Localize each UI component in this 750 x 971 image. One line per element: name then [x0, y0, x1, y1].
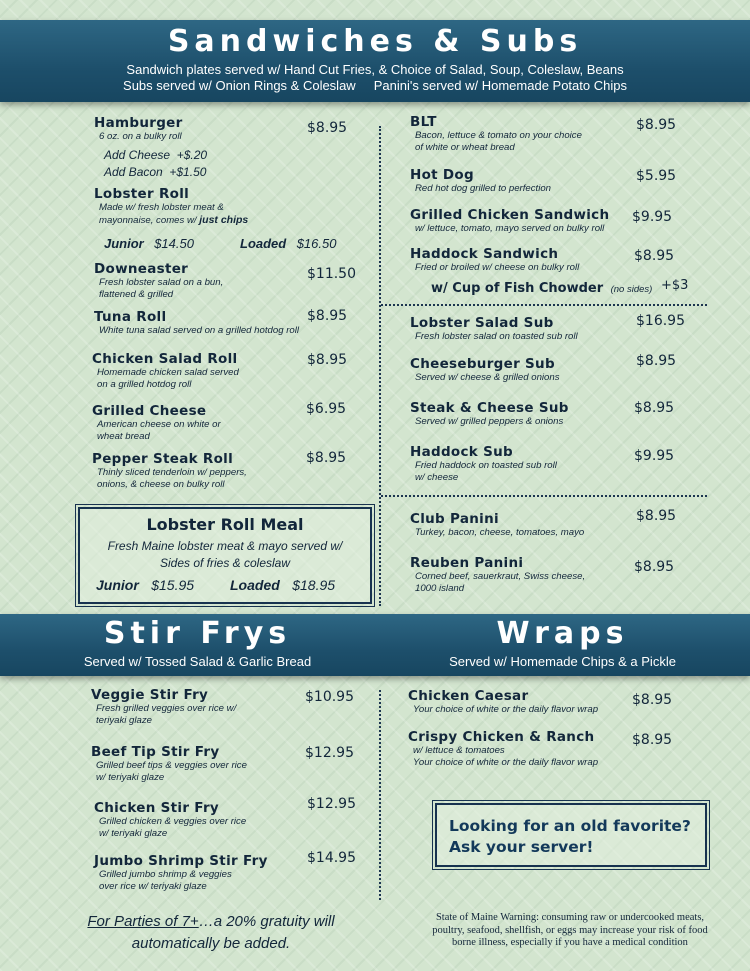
item-desc: 1000 island — [415, 583, 465, 594]
stir-frys-title: Stir Frys — [103, 616, 292, 651]
item-desc: Grilled chicken & veggies over rice — [99, 816, 247, 827]
menu-item-hot-dog — [410, 167, 551, 195]
item-desc — [99, 214, 248, 227]
item-desc: Your choice of white or the daily flavor wrap — [413, 757, 599, 768]
meal-box-desc-2: Sides of fries & coleslaw — [159, 556, 291, 570]
menu-item-haddock-sub — [410, 444, 557, 484]
warning-line-3: borne illness, especially if you have a medical condition — [452, 937, 688, 948]
item-desc: w/ lettuce, tomato, mayo served on bulky roll — [415, 223, 605, 234]
item-name: Lobster Salad Sub — [410, 315, 554, 331]
item-price: $8.95 — [636, 508, 677, 524]
item-name: Reuben Panini — [410, 555, 524, 571]
meal-box-title: Lobster Roll Meal — [146, 515, 304, 534]
size-price: $16.50 — [296, 236, 337, 251]
favorite-line-2: Ask your server! — [449, 838, 594, 856]
lobster-roll-meal-box — [78, 507, 372, 604]
item-desc: wheat bread — [97, 431, 150, 442]
item-desc: w/ teriyaki glaze — [96, 772, 165, 783]
state-warning — [400, 912, 740, 950]
item-name: BLT — [410, 114, 437, 130]
item-name: Crispy Chicken & Ranch — [408, 729, 595, 745]
menu-item-lobster-roll — [94, 186, 248, 227]
sandwiches-subtitle-1: Sandwich plates served w/ Hand Cut Fries, & Choice of Salad, Soup, Coleslaw, Beans — [126, 62, 624, 77]
favorite-line-1: Looking for an old favorite? — [449, 817, 691, 835]
item-desc: of white or wheat bread — [415, 142, 515, 153]
item-desc: w/ cheese — [415, 472, 459, 483]
item-price: $8.95 — [632, 732, 673, 748]
menu-item-hamburger — [94, 115, 183, 143]
menu-item-tuna-roll — [94, 309, 299, 337]
item-price: $8.95 — [632, 692, 673, 708]
item-desc: White tuna salad served on a grilled hotdog roll — [99, 325, 299, 336]
item-price: $8.95 — [306, 450, 347, 466]
item-name: Club Panini — [410, 511, 499, 527]
item-name: Beef Tip Stir Fry — [91, 744, 220, 760]
meal-box-sizes — [96, 577, 194, 595]
item-name: Pepper Steak Roll — [92, 451, 234, 467]
item-price: $10.95 — [305, 689, 354, 705]
size-label: Junior — [96, 577, 139, 593]
sandwiches-header-band — [0, 20, 750, 102]
item-desc-emphasis: just chips — [199, 214, 249, 226]
size-label: Junior — [104, 236, 144, 251]
item-price: $11.50 — [307, 266, 356, 282]
item-price: $5.95 — [636, 168, 677, 184]
menu-item-chicken-stir-fry — [94, 800, 246, 840]
item-desc: w/ lettuce & tomatoes — [413, 745, 505, 756]
item-name: Jumbo Shrimp Stir Fry — [94, 853, 268, 869]
column-divider-bottom — [379, 690, 381, 900]
sandwiches-title: Sandwiches & Subs — [167, 24, 583, 59]
item-price: $8.95 — [634, 559, 675, 575]
item-name: Lobster Roll — [94, 186, 190, 202]
item-name: Chicken Caesar — [408, 688, 529, 704]
meal-box-loaded — [230, 577, 335, 595]
menu-item-veggie-stir-fry — [91, 687, 236, 727]
item-desc: w/ teriyaki glaze — [99, 828, 168, 839]
item-desc: Served w/ grilled peppers & onions — [415, 416, 564, 427]
menu-item-beef-tip-stir-fry — [91, 744, 247, 784]
size-price: $18.95 — [292, 577, 336, 593]
column-divider-top — [379, 126, 381, 606]
lobster-roll-sizes — [104, 235, 194, 253]
item-desc: over rice w/ teriyaki glaze — [99, 881, 207, 892]
item-name: Haddock Sandwich — [410, 246, 559, 262]
gratuity-note — [66, 911, 356, 955]
item-desc: Red hot dog grilled to perfection — [415, 183, 551, 194]
item-name: Cheeseburger Sub — [410, 356, 555, 372]
item-desc: teriyaki glaze — [96, 715, 152, 726]
menu-item-club-panini — [410, 511, 584, 539]
menu-item-haddock-sandwich — [410, 246, 579, 274]
menu-item-downeaster — [94, 261, 223, 301]
item-desc: Your choice of white or the daily flavor wrap — [413, 704, 599, 715]
warning-line-2: poultry, seafood, shellfish, or eggs may increase your risk of food — [432, 924, 708, 936]
item-price: $8.95 — [634, 248, 675, 264]
item-desc: 6 oz. on a bulky roll — [99, 131, 182, 142]
size-price: $15.95 — [151, 577, 195, 593]
wraps-subtitle: Served w/ Homemade Chips & a Pickle — [449, 654, 676, 669]
size-label: Loaded — [230, 577, 280, 593]
menu-item-jumbo-shrimp-stir-fry — [94, 853, 268, 893]
item-price: $8.95 — [307, 120, 348, 136]
item-desc: on a grilled hotdog roll — [97, 379, 192, 390]
item-name: Steak & Cheese Sub — [410, 400, 569, 416]
stirfry-wraps-header-band — [0, 614, 750, 676]
old-favorite-box — [435, 803, 707, 867]
item-desc: Fresh lobster salad on toasted sub roll — [415, 331, 578, 342]
chowder-option — [431, 279, 652, 297]
section-divider-panini — [381, 495, 707, 497]
sandwiches-subtitle-2: Subs served w/ Onion Rings & Coleslaw Panini's served w/ Homemade Potato Chips — [123, 78, 627, 93]
menu-item-chicken-salad-roll — [92, 351, 239, 391]
item-desc: Served w/ cheese & grilled onions — [415, 372, 560, 383]
item-name: Haddock Sub — [410, 444, 513, 460]
wraps-title: Wraps — [496, 616, 629, 651]
item-desc: onions, & cheese on bulky roll — [97, 479, 225, 490]
item-desc: Fresh grilled veggies over rice w/ — [96, 703, 237, 714]
chowder-label: w/ Cup of Fish Chowder — [431, 281, 604, 296]
gratuity-text: …a 20% gratuity will — [198, 913, 335, 930]
stir-frys-subtitle: Served w/ Tossed Salad & Garlic Bread — [83, 654, 312, 669]
item-name: Tuna Roll — [94, 309, 167, 325]
item-price: $8.95 — [634, 400, 675, 416]
menu-item-crispy-chicken-ranch — [408, 729, 598, 769]
meal-box-desc-1: Fresh Maine lobster meat & mayo served w/ — [107, 539, 343, 553]
menu-item-blt — [410, 114, 582, 154]
item-desc: Made w/ fresh lobster meat & — [99, 202, 224, 213]
gratuity-line-2: automatically be added. — [131, 935, 291, 952]
menu-item-chicken-caesar — [408, 688, 598, 716]
menu-item-grilled-chicken-sandwich — [410, 207, 609, 235]
item-desc: Grilled beef tips & veggies over rice — [96, 760, 247, 771]
gratuity-line-1 — [66, 911, 356, 933]
item-price: $12.95 — [305, 745, 354, 761]
menu-item-pepper-steak-roll — [92, 451, 247, 491]
item-price: $9.95 — [632, 209, 673, 225]
item-price: $8.95 — [636, 353, 677, 369]
item-desc: Bacon, lettuce & tomato on your choice — [415, 130, 582, 141]
item-desc: Corned beef, sauerkraut, Swiss cheese, — [415, 571, 586, 582]
size-label: Loaded — [240, 236, 287, 251]
lobster-roll-loaded — [240, 235, 336, 253]
menu-item-cheeseburger-sub — [410, 356, 560, 384]
item-price: $16.95 — [636, 313, 685, 329]
item-name: Downeaster — [94, 261, 189, 277]
chowder-price: +$3 — [661, 278, 689, 293]
size-price: $14.50 — [154, 236, 194, 251]
item-price: $6.95 — [306, 401, 347, 417]
item-desc: Turkey, bacon, cheese, tomatoes, mayo — [415, 527, 585, 538]
item-name: Grilled Chicken Sandwich — [410, 207, 610, 223]
menu-item-reuben-panini — [410, 555, 585, 595]
item-desc: Homemade chicken salad served — [97, 367, 239, 378]
item-name: Hot Dog — [410, 167, 474, 183]
item-desc: Fried or broiled w/ cheese on bulky roll — [415, 262, 580, 273]
item-desc: Thinly sliced tenderloin w/ peppers, — [97, 467, 247, 478]
gratuity-party-size: For Parties of 7+ — [87, 913, 199, 930]
item-price: $8.95 — [307, 308, 348, 324]
chowder-note: (no sides) — [610, 284, 653, 295]
item-name: Chicken Salad Roll — [92, 351, 238, 367]
item-price: $8.95 — [307, 352, 348, 368]
warning-line-1: State of Maine Warning: consuming raw or undercooked meats, — [435, 912, 705, 923]
menu-item-grilled-cheese — [92, 403, 221, 443]
item-price: $8.95 — [636, 117, 677, 133]
addon-bacon: Add Bacon +$1.50 — [104, 165, 207, 179]
item-desc: Fried haddock on toasted sub roll — [415, 460, 557, 471]
menu-item-steak-cheese-sub — [410, 400, 569, 428]
item-price: $12.95 — [307, 796, 356, 812]
item-desc: Grilled jumbo shrimp & veggies — [99, 869, 232, 880]
item-desc: Fresh lobster salad on a bun, — [99, 277, 224, 288]
item-name: Hamburger — [94, 115, 183, 131]
item-name: Grilled Cheese — [92, 403, 207, 419]
item-desc: American cheese on white or — [97, 419, 221, 430]
item-desc: flattened & grilled — [99, 289, 174, 300]
item-price: $14.95 — [307, 850, 356, 866]
item-name: Veggie Stir Fry — [91, 687, 209, 703]
item-desc-text: mayonnaise, comes w/ — [99, 215, 197, 226]
item-name: Chicken Stir Fry — [94, 800, 220, 816]
item-price: $9.95 — [634, 448, 675, 464]
section-divider-subs — [381, 304, 707, 306]
menu-item-lobster-salad-sub — [410, 315, 578, 343]
addon-cheese: Add Cheese +$.20 — [104, 148, 208, 162]
